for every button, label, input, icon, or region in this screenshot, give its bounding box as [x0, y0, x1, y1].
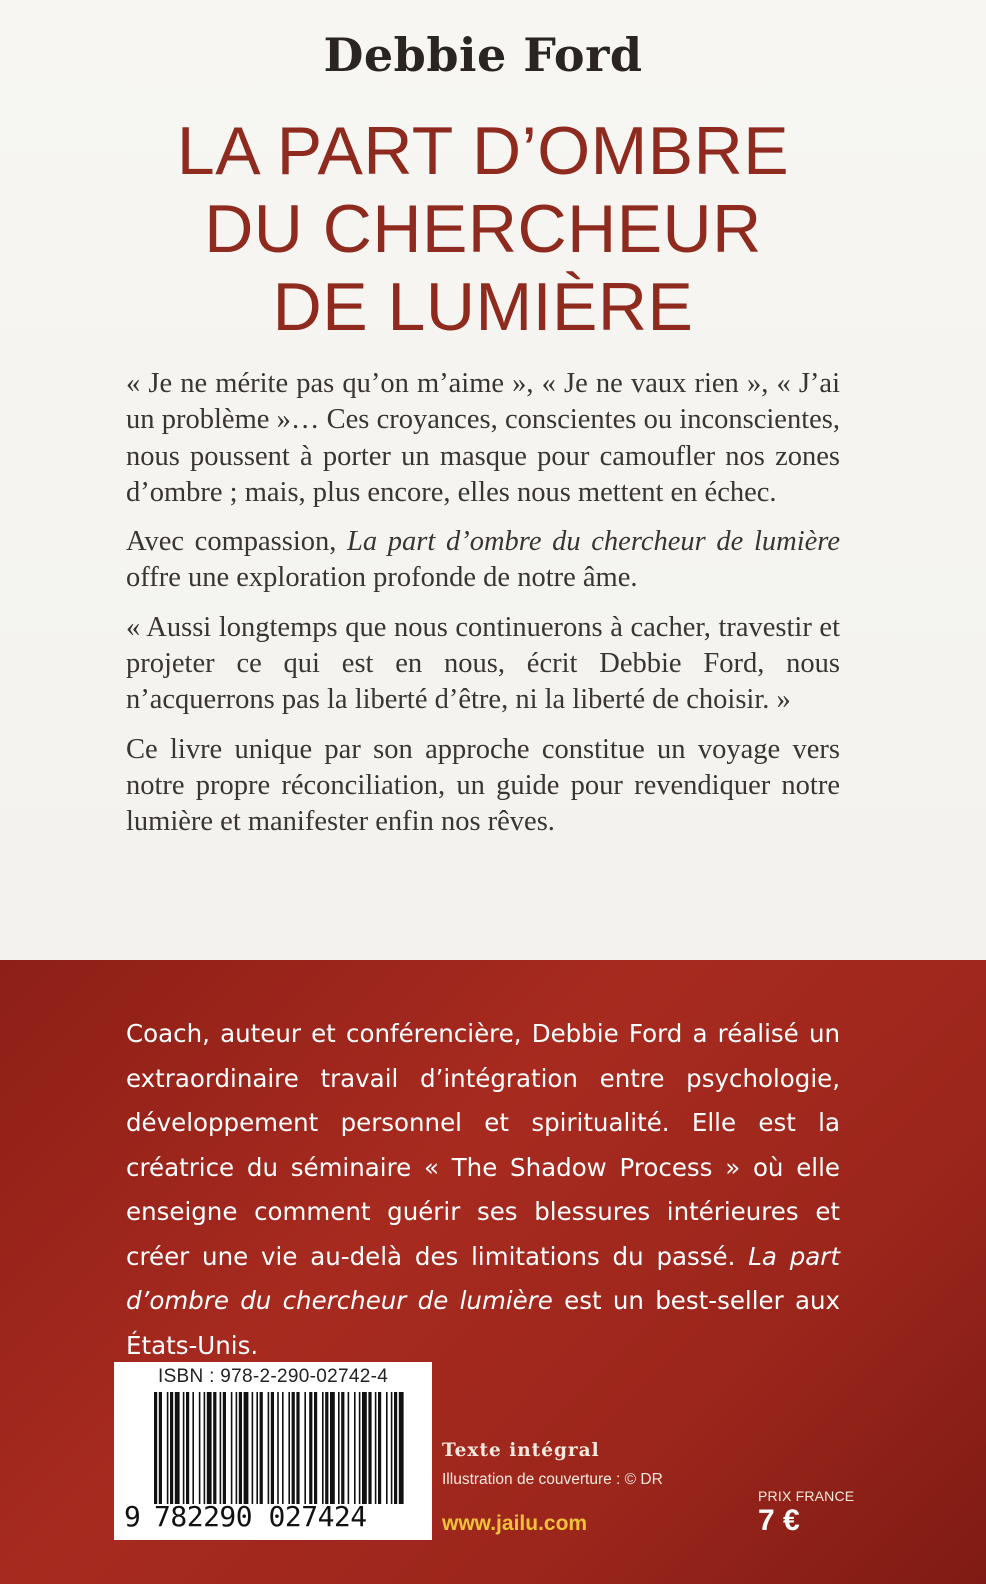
- bio-suffix: est un best-seller aux États-Unis.: [126, 1286, 841, 1360]
- barcode-bar: [175, 1392, 180, 1504]
- barcode-bar: [338, 1392, 340, 1504]
- barcode-bar: [207, 1392, 212, 1504]
- barcode-bar: [296, 1392, 299, 1504]
- barcode-bar: [399, 1392, 404, 1504]
- isbn-label: ISBN : 978-2-290-02742-4: [158, 1366, 389, 1387]
- barcode-bar: [204, 1392, 206, 1504]
- barcode-bar: [288, 1392, 290, 1504]
- barcode-bar: [220, 1392, 222, 1504]
- title-line-2: DU CHERCHEUR: [204, 191, 762, 267]
- barcode-lead-digit: 9: [124, 1500, 141, 1533]
- barcode-digits: 782290 027424: [154, 1500, 367, 1533]
- barcode-bar: [167, 1392, 169, 1504]
- barcode-bar: [391, 1392, 393, 1504]
- barcode-bar: [183, 1392, 185, 1504]
- bio-text: Coach, auteur et conférencière, Debbie Ford a réalisé un extraordinaire travail d’intégration entre psychologie, développement personnel et spiritualité. Elle est la créatrice du séminaire « The Shadow Process » où elle enseigne comment guérir ses blessures intérieures et créer une vie au-delà des limitations du passé.: [126, 1019, 840, 1271]
- barcode-bar: [378, 1392, 381, 1504]
- barcode-bar: [239, 1392, 242, 1504]
- barcode-bar: [309, 1392, 312, 1504]
- title-line-3: DE LUMIÈRE: [272, 269, 694, 345]
- barcode-bar: [271, 1392, 274, 1504]
- barcode-bar: [304, 1392, 306, 1504]
- barcode-bar: [386, 1392, 388, 1504]
- barcode-bar: [213, 1392, 216, 1504]
- barcode-bar: [341, 1392, 344, 1504]
- barcode-bar: [325, 1392, 328, 1504]
- barcode-bar: [368, 1392, 371, 1504]
- blurb-paragraph-3: « Aussi longtemps que nous continuerons à cacher, travestir et projeter ce qui est en nous, écrit Debbie Ford, nous n’acquerrons pas la liberté d’être, ni la liberté de choisir. »: [126, 611, 840, 716]
- bio-paragraph: [126, 1012, 840, 1368]
- illustration-credit: Illustration de couverture : © DR: [442, 1471, 663, 1488]
- barcode-bar: [260, 1392, 263, 1504]
- barcode-bar: [170, 1392, 173, 1504]
- barcode-bar: [231, 1392, 233, 1504]
- blurb-p2-prefix: Avec compassion,: [126, 526, 348, 558]
- barcode-bar: [223, 1392, 226, 1504]
- barcode-bar: [244, 1392, 249, 1504]
- title-line-1: LA PART D’OMBRE: [176, 113, 790, 189]
- blurb-paragraph-4: Ce livre unique par son approche constitue un voyage vers notre propre réconciliation, un guide pour revendiquer notre lumière et manifester enfin nos rêves.: [126, 733, 840, 838]
- barcode-bar: [314, 1392, 317, 1504]
- barcode-bar: [375, 1392, 377, 1504]
- barcode-bar: [348, 1392, 350, 1504]
- barcode-bar: [330, 1392, 335, 1504]
- barcode-bar: [154, 1392, 157, 1504]
- barcode-box: [114, 1362, 432, 1540]
- texte-integral-label: Texte intégral: [442, 1440, 600, 1461]
- price: 7 €: [758, 1504, 800, 1537]
- barcode-bar: [394, 1392, 397, 1504]
- barcode-bar: [362, 1392, 367, 1504]
- blurb-paragraph-1: « Je ne mérite pas qu’on m’aime », « Je ne vaux rien », « J’ai un problème »… Ces croyances, conscientes ou inconscientes, nous poussent à porter un masque pour camoufler nos zones d’ombre ; mais, plus encore, elles nous mettent en échec.: [126, 368, 840, 508]
- barcode-bar: [236, 1392, 238, 1504]
- barcode-bar: [268, 1392, 270, 1504]
- book-title: [0, 112, 966, 346]
- barcode-bar: [359, 1392, 361, 1504]
- barcode-bar: [186, 1392, 189, 1504]
- barcode-bar: [256, 1392, 258, 1504]
- barcode-bar: [192, 1392, 194, 1504]
- barcode-bar: [199, 1392, 201, 1504]
- barcode-bar: [277, 1392, 279, 1504]
- blurb-p2-suffix: offre une exploration profonde de notre âme.: [126, 562, 638, 594]
- barcode-bar: [282, 1392, 284, 1504]
- barcode-bar: [252, 1392, 254, 1504]
- author-name: Debbie Ford: [323, 28, 643, 82]
- barcode-bar: [159, 1392, 162, 1504]
- barcode-bar: [292, 1392, 295, 1504]
- blurb-book-title: La part d’ombre du chercheur de lumière: [347, 526, 840, 558]
- blurb: [126, 366, 840, 854]
- barcode-bars: [154, 1392, 404, 1504]
- barcode-bar: [322, 1392, 324, 1504]
- website-link[interactable]: www.jailu.com: [442, 1512, 588, 1535]
- bio-book-title: La part d’ombre du chercheur de lumière: [126, 1241, 840, 1315]
- author-bio: [126, 1012, 840, 1368]
- blurb-paragraph-2: [126, 524, 840, 597]
- barcode-bar: [354, 1392, 356, 1504]
- prix-france-label: PRIX FRANCE: [758, 1488, 855, 1504]
